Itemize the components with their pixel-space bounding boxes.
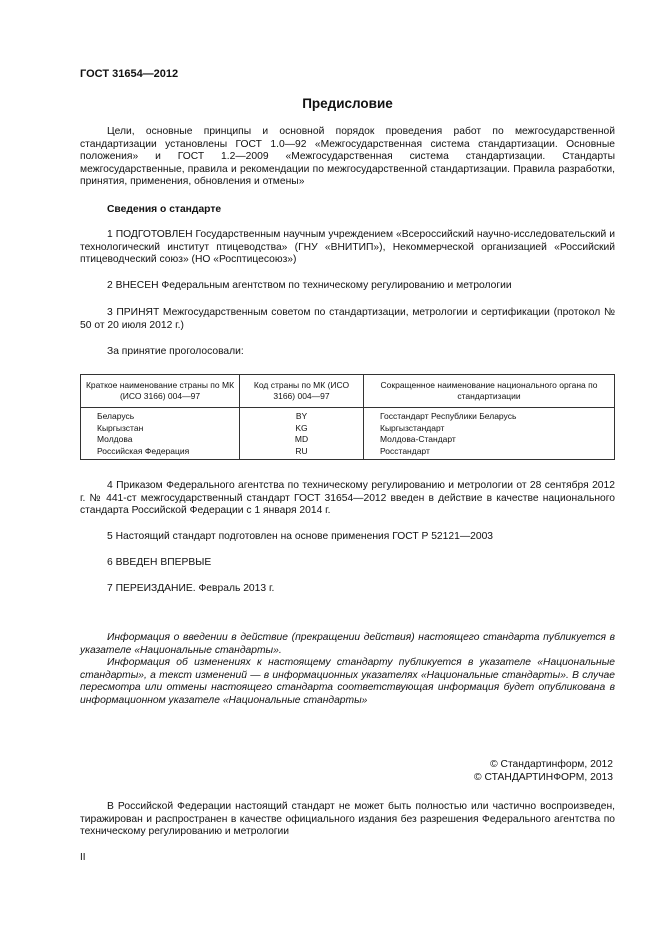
info-paragraph-1: Информация о введении в действие (прекращении действия) настоящего стандарта публикуется в указателе «Национальные стандарты». xyxy=(80,632,615,656)
table-row xyxy=(81,446,615,460)
item-1: 1 ПОДГОТОВЛЕН Государственным научным учреждением «Всероссийский научно-исследовательский и технологический институт птицеводства» (ГНУ «ВНИТИП»), Некоммерческой организацией «Российский птицеводческий союз» (НО «Росптицесоюз») xyxy=(80,229,615,266)
table-header-body: Сокращенное наименование национального органа по стандартизации xyxy=(364,375,615,408)
table-cell-body: Росстандарт xyxy=(364,446,615,460)
reproduction-notice: В Российской Федерации настоящий стандарт не может быть полностью или частично воспроизведен, тиражирован и распространен в качестве официального издания без разрешения Федерального агентства по техническому регулированию и метрологии xyxy=(80,801,615,838)
table-cell-body: Госстандарт Республики Беларусь xyxy=(364,408,615,423)
page-number: II xyxy=(80,852,86,863)
item-5: 5 Настоящий стандарт подготовлен на основе применения ГОСТ Р 52121—2003 xyxy=(107,531,494,542)
table-cell-body: Кыргызстандарт xyxy=(364,423,615,435)
table-row xyxy=(81,423,615,435)
voters-table xyxy=(80,374,615,460)
table-header-code: Код страны по МК (ИСО 3166) 004—97 xyxy=(240,375,364,408)
table-cell-body: Молдова-Стандарт xyxy=(364,434,615,446)
table-cell-code: RU xyxy=(240,446,364,460)
info-notice xyxy=(80,632,615,708)
page-title: Предисловие xyxy=(302,96,393,111)
table-row xyxy=(81,408,615,423)
section-heading: Сведения о стандарте xyxy=(107,204,222,215)
table-header-row xyxy=(81,375,615,408)
item-6: 6 ВВЕДЕН ВПЕРВЫЕ xyxy=(107,557,212,568)
document-code: ГОСТ 31654—2012 xyxy=(80,68,179,80)
table-cell-country: Российская Федерация xyxy=(81,446,240,460)
voted-label: За принятие проголосовали: xyxy=(107,346,244,357)
table-cell-country: Кыргызстан xyxy=(81,423,240,435)
table-cell-code: BY xyxy=(240,408,364,423)
item-4: 4 Приказом Федерального агентства по техническому регулированию и метрологии от 28 сентября 2012 г. № 441-ст межгосударственный стандарт ГОСТ 31654—2012 введен в действие в качестве национального стандарта Российской Федерации с 1 января 2014 г. xyxy=(80,480,615,517)
table-cell-code: MD xyxy=(240,434,364,446)
item-2: 2 ВНЕСЕН Федеральным агентством по техническому регулированию и метрологии xyxy=(107,280,512,291)
copyright-line-1: © Стандартинформ, 2012 xyxy=(490,759,613,770)
info-paragraph-2: Информация об изменениях к настоящему стандарту публикуется в указателе «Национальные стандарты», а текст изменений — в информационных указателях «Национальные стандарты». В случае пересмотра или отмены настоящего стандарта соответствующая информация будет опубликована в информационном указателе «Национальные стандарты» xyxy=(80,657,615,706)
copyright-line-2: © СТАНДАРТИНФОРМ, 2013 xyxy=(474,772,613,783)
intro-paragraph: Цели, основные принципы и основной порядок проведения работ по межгосударственной стандартизации установлены ГОСТ 1.0—92 «Межгосударственная система стандартизации. Основные положения» и ГОСТ 1.2—2009 «Межгосударственная система стандартизации. Стандарты межгосударственные, правила и рекомендации по межгосударственной стандартизации. Правила разработки, принятия, применения, обновления и отмены» xyxy=(80,126,615,188)
table-row xyxy=(81,434,615,446)
item-3: 3 ПРИНЯТ Межгосударственным советом по стандартизации, метрологии и сертификации (протокол № 50 от 20 июля 2012 г.) xyxy=(80,307,615,331)
table-cell-country: Молдова xyxy=(81,434,240,446)
table-header-country: Краткое наименование страны по МК (ИСО 3166) 004—97 xyxy=(81,375,240,408)
table-cell-code: KG xyxy=(240,423,364,435)
item-7: 7 ПЕРЕИЗДАНИЕ. Февраль 2013 г. xyxy=(107,583,275,594)
table-cell-country: Беларусь xyxy=(81,408,240,423)
copyright-block xyxy=(474,758,613,784)
